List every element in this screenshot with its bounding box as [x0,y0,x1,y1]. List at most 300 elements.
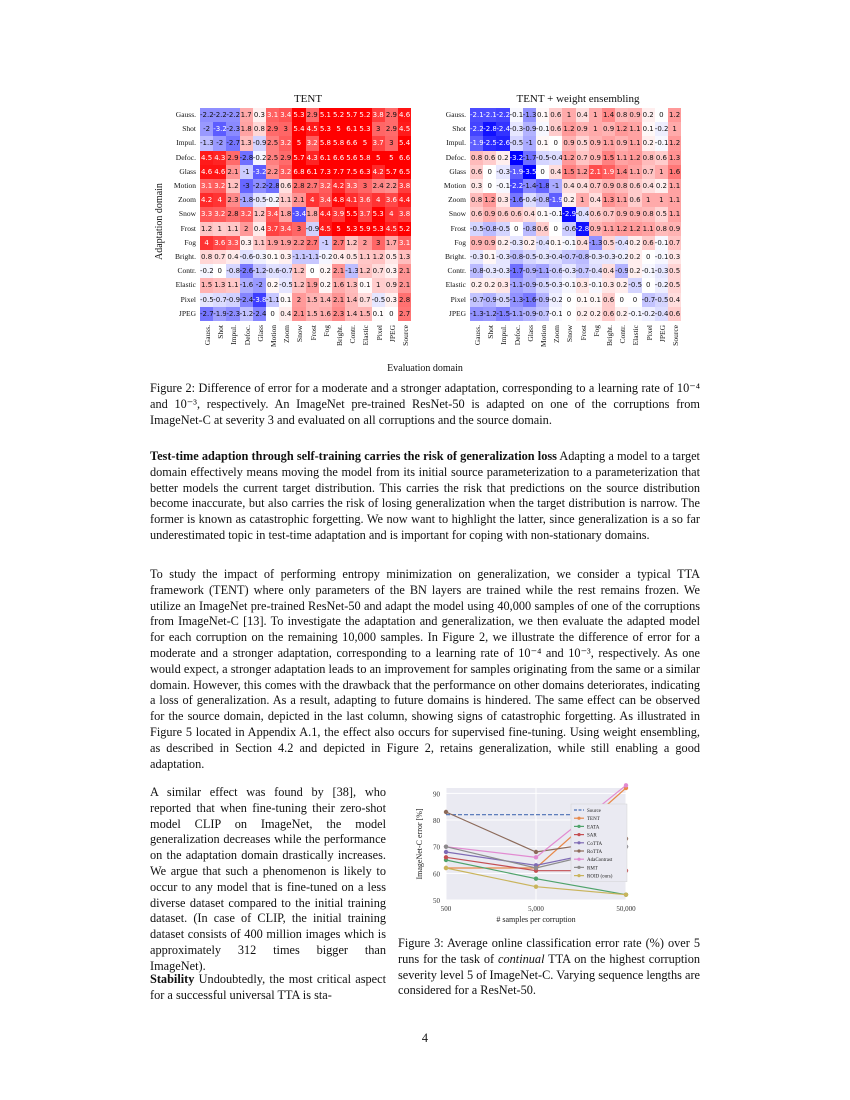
heatmap-cell: 4.6 [398,108,411,122]
column-label: Elastic [631,325,641,346]
heatmap-cell: 1.2 [615,122,628,136]
heatmap-cell: 0.4 [523,207,536,221]
heatmap-left-title: TENT [293,93,323,105]
heatmap-cell: 1.3 [240,136,253,150]
heatmap-cell: 0.5 [576,136,589,150]
heatmap-cell: 2.8 [226,207,239,221]
heatmap-cell: 3.2 [306,136,319,150]
heatmap-cell: 0.2 [496,236,509,250]
heatmap-cell: -2.1 [470,108,483,122]
heatmap-cell: 1 [213,222,226,236]
heatmap-cell: 0 [483,179,496,193]
heatmap-cell: 6.1 [319,151,332,165]
heatmap-cell: 0 [642,278,655,292]
heatmap-cell: 0.6 [536,222,549,236]
legend-marker [577,833,580,836]
heatmap-cell: 1.1 [628,122,641,136]
column-label: Impul. [229,325,239,345]
heatmap-cell: 1.6 [332,278,345,292]
heatmap-cell: 5.3 [372,222,385,236]
heatmap-cell: 0.5 [385,250,398,264]
series-point [624,892,628,896]
page-number: 4 [421,1031,429,1045]
heatmap-cell: 1.5 [562,165,575,179]
heatmap-cell: 0.6 [549,108,562,122]
series-point [534,876,538,880]
legend-entry: TENT [587,817,600,823]
heatmap-cell: -1.3 [200,136,213,150]
heatmap-cell: 3.7 [372,136,385,150]
heatmap-cell: 1.3 [213,278,226,292]
series-point [444,810,448,814]
heatmap-cell: 1 [655,193,668,207]
heatmap-cell: 1.2 [292,264,305,278]
column-label: Bright. [605,325,614,347]
heatmap-cell: 4.5 [319,222,332,236]
paragraph-heading: Test-time adaption through self-training carries the risk of generalization loss [150,449,557,463]
heatmap-cell: 0.2 [470,278,483,292]
heatmap-cell: 0.8 [615,179,628,193]
heatmap-cell: -0.3 [496,264,509,278]
heatmap-cell: 3.4 [266,207,279,221]
heatmap-cell: 1.2 [345,236,358,250]
heatmap-cell: -2.8 [483,122,496,136]
heatmap-cell: -0.3 [496,165,509,179]
row-label: Snow [448,209,466,219]
heatmap-cell: 3.8 [398,207,411,221]
heatmap-cell: 5.4 [398,136,411,150]
heatmap-cell: -0.3 [483,264,496,278]
heatmap-cell: 3.2 [213,207,226,221]
heatmap-cell: 3.2 [279,136,292,150]
column-label: Contr. [618,325,628,344]
legend-marker [577,825,580,828]
row-label: Defoc. [445,152,466,162]
heatmap-cell: 0 [562,293,575,307]
heatmap-cell: 1.3 [602,193,615,207]
heatmap-cell: -0.5 [628,278,641,292]
heatmap-cell: -0.1 [655,136,668,150]
heatmap-cell: -1.4 [523,179,536,193]
heatmap-cell: 2.1 [398,264,411,278]
heatmap-cell: 1.7 [240,108,253,122]
heatmap-cell: 4 [385,207,398,221]
row-label: Frost [450,223,466,233]
series-point [534,850,538,854]
heatmap-cell: -0.4 [576,207,589,221]
heatmap-cell: 5 [385,151,398,165]
heatmap-cell: -0.1 [536,122,549,136]
heatmap-cell: 0 [655,108,668,122]
heatmap-cell: 0.5 [345,250,358,264]
heatmap-cell: 0.7 [589,179,602,193]
column-label: Snow [565,325,575,343]
heatmap-cell: -0.7 [642,293,655,307]
heatmap-cell: 0.4 [549,165,562,179]
heatmap-cell: -3.4 [292,207,305,221]
heatmap-cell: 0.9 [470,236,483,250]
heatmap-cell: 0 [213,264,226,278]
heatmap-cell: -0.8 [470,264,483,278]
heatmap-cell: -2.4 [253,307,266,321]
heatmap-cell: 0.9 [562,136,575,150]
heatmap-cell: -1.1 [266,293,279,307]
heatmap-cell: 0 [628,293,641,307]
heatmap-cell: 1.9 [602,165,615,179]
heatmap-cell: 1.1 [615,193,628,207]
heatmap-cell: 1.2 [253,207,266,221]
heatmap-cell: -0.5 [279,278,292,292]
series-point [444,855,448,859]
heatmap-cell: 4.4 [319,207,332,221]
heatmap-cell: 4.6 [213,165,226,179]
heatmap-cell: 3.7 [358,207,371,221]
heatmap-cell: 3 [292,222,305,236]
heatmap-cell: 7.5 [345,165,358,179]
heatmap-cell: 0.3 [279,250,292,264]
heatmap-cell: 1.1 [358,250,371,264]
legend-marker [577,858,580,861]
heatmap-cell: 0.5 [668,278,681,292]
heatmap-cell: 4 [213,193,226,207]
heatmap-cell: 0.9 [589,222,602,236]
heatmap-cell: -0.8 [523,222,536,236]
heatmap-cell: -0.1 [496,179,509,193]
heatmap-cell: 0.1 [536,136,549,150]
heatmap-cell: -0.2 [642,307,655,321]
heatmap-cell: 0.2 [523,236,536,250]
heatmap-cell: 3.9 [332,207,345,221]
heatmap-cell: 0.6 [279,179,292,193]
heatmap-cell: 1.2 [358,264,371,278]
heatmap-cell: 0.1 [372,307,385,321]
heatmap-cell: 0.6 [668,307,681,321]
heatmap-cell: 0.4 [226,250,239,264]
heatmap-cell: 1.2 [668,136,681,150]
heatmap-cell: 1.6 [668,165,681,179]
heatmap-cell: 2 [292,293,305,307]
heatmap-cell: 3.4 [279,108,292,122]
heatmap-cell: 1.5 [200,278,213,292]
heatmap-cell: 5 [332,222,345,236]
row-label: Motion [443,181,466,190]
heatmap-cell: 4 [306,193,319,207]
column-label: Glass [255,325,265,342]
heatmap-cell: 1.9 [306,278,319,292]
heatmap-cell: -3.5 [523,165,536,179]
heatmap-cell: -2.2 [510,179,523,193]
heatmap-cell: 4.6 [200,165,213,179]
paragraph-generalization-loss [150,449,700,544]
column-label: Gauss. [473,325,482,346]
row-label: JPEG [178,308,196,318]
heatmap-cell: 5.3 [292,108,305,122]
row-label: Glass [179,166,196,176]
row-label: Elastic [175,280,196,290]
legend-entry: CoTTA [587,841,603,847]
heatmap-cell: 1.2 [628,222,641,236]
heatmap-cell: 1.2 [226,179,239,193]
heatmap-cell: 3.6 [213,236,226,250]
heatmap-cell: -1.1 [510,307,523,321]
heatmap-cell: 6.6 [398,151,411,165]
heatmap-cell: 5.7 [385,165,398,179]
row-label: Zoom [448,195,466,205]
heatmap-cell: 1.8 [279,207,292,221]
heatmap-cell: -0.5 [470,222,483,236]
heatmap-cell: -1.7 [510,264,523,278]
heatmap-cell: -0.4 [549,250,562,264]
heatmap-cell: 1.2 [562,151,575,165]
heatmap-cell: 0.1 [642,122,655,136]
heatmap-cell: -0.5 [496,293,509,307]
heatmap-cell: 0 [642,250,655,264]
x-tick-label: 500 [440,905,452,913]
heatmap-cell: 0.2 [655,179,668,193]
heatmap-cell: 0.6 [549,122,562,136]
heatmap-cell: -0.5 [536,278,549,292]
heatmap-cell: 1.4 [602,108,615,122]
heatmap-cell: 0.2 [589,307,602,321]
heatmap-cell: -2.2 [226,108,239,122]
heatmap-cell: 1.2 [483,193,496,207]
column-label: JPEG [657,325,667,343]
y-tick-label: 70 [433,843,440,852]
heatmap-cell: -2.8 [576,222,589,236]
heatmap-cell: 0.7 [358,293,371,307]
heatmap-cell: -0.2 [253,151,266,165]
legend-entry: SAR [587,833,597,839]
series-point [444,850,448,854]
heatmap-cell: 1.6 [319,307,332,321]
heatmap-cell: -2.2 [213,108,226,122]
heatmap-cell: -3.2 [213,122,226,136]
heatmap-cell: -2.5 [483,136,496,150]
heatmap-cell: 1.9 [279,236,292,250]
heatmap-cell: 6.5 [398,165,411,179]
heatmap-xlabel: Evaluation domain [387,363,463,374]
heatmap-cell: 1.9 [266,236,279,250]
heatmap-cell: 5 [332,122,345,136]
heatmap-cell: 1.2 [668,108,681,122]
heatmap-cell: -2.6 [496,136,509,150]
heatmap-cell: -0.8 [536,193,549,207]
heatmap-cell: -1 [549,179,562,193]
heatmap-cell: 0.1 [358,278,371,292]
heatmap-cell: 3.6 [385,193,398,207]
heatmap-cell: -0.3 [655,264,668,278]
column-label: Defoc. [242,325,252,346]
heatmap-cell: -3.8 [253,293,266,307]
heatmap-cell: 0.3 [602,278,615,292]
heatmap-cell: 0.8 [615,108,628,122]
heatmap-cell: 0.2 [576,307,589,321]
heatmap-cell: 0.9 [589,136,602,150]
heatmap-cell: 5.3 [345,222,358,236]
heatmap-cell: -2 [200,122,213,136]
heatmap-cell: -0.1 [589,278,602,292]
column-label: Gauss. [203,325,212,346]
heatmap-cell: -0.3 [562,264,575,278]
heatmap-cell: -0.7 [279,264,292,278]
heatmap-cell: -1.2 [253,264,266,278]
heatmap-cell: 0.6 [655,151,668,165]
column-label: Shot [216,325,226,339]
heatmap-cell: -0.9 [523,122,536,136]
heatmap-cell: -0.2 [319,250,332,264]
x-tick-label: 50,000 [616,905,636,913]
heatmap-cell: 0 [562,307,575,321]
heatmap-cell: 0.6 [602,307,615,321]
column-label: Elastic [361,325,371,346]
heatmap-cell: -3 [240,179,253,193]
heatmap-cell: 2.9 [279,151,292,165]
caption-part-b: TTA on the highest corruption severity level 5 of ImageNet-C. Varying sequence lengths are considered for a ResNet-50. [398,951,700,998]
heatmap-cell: 0.7 [372,264,385,278]
paragraph-clip-effect: A similar effect was found by [38], who reported that when fine-tuning their zero-shot model CLIP on ImageNet, the model generalization decreases while the performance on the adaptation domain drastically increases. We argue that such a phenomenon is likely to occur to any model that is fine-tuned on a less diverse dataset compared to the initial training dataset. (In case of CLIP, the initial training dataset consists of 400 million images which is approximately 312 times bigger than ImageNet). [150,785,386,973]
row-label: Fog [184,237,196,247]
row-label: Bright. [444,252,466,261]
heatmap-cell: 2.7 [332,236,345,250]
column-label: Zoom [282,325,292,343]
heatmap-ylabel: Adaptation domain [154,183,165,260]
heatmap-cell: 3.1 [200,179,213,193]
heatmap-cell: 0.2 [642,136,655,150]
heatmap-cell: 5.1 [319,108,332,122]
heatmap-cell: -2.4 [240,293,253,307]
heatmap-cell: 0 [385,307,398,321]
heatmap-cell: 0.9 [615,207,628,221]
heatmap-cell: 0.9 [602,179,615,193]
heatmap-cell: 3 [372,236,385,250]
heatmap-cell: 3.8 [372,108,385,122]
heatmap-cell: -2 [213,136,226,150]
heatmap-cell: -1.9 [549,193,562,207]
heatmap-cell: 2.9 [385,108,398,122]
heatmap-cell: -2.3 [226,122,239,136]
y-tick-label: 50 [433,897,440,905]
heatmap-cell: 1.1 [642,222,655,236]
heatmap-cell: 4.5 [200,151,213,165]
heatmap-cell: 1 [576,193,589,207]
heatmap-cell: 0.7 [213,250,226,264]
heatmap-cell: 0.1 [536,108,549,122]
heatmap-cell: 5.2 [398,222,411,236]
heatmap-cell: 1.1 [226,222,239,236]
heatmap-cell: 0.9 [668,222,681,236]
heatmap-cell: 1.1 [628,165,641,179]
paragraph-stability [150,972,386,1004]
heatmap-cell: 0 [266,307,279,321]
heatmap-cell: 1 [589,122,602,136]
heatmap-cell: 0.7 [668,236,681,250]
heatmap-cell: 0.3 [253,108,266,122]
heatmap-cell: 2.1 [589,165,602,179]
column-label: Zoom [552,325,562,343]
heatmap-cell: 0.3 [496,193,509,207]
heatmap-cell: -0.7 [470,293,483,307]
heatmap-cell: 0.3 [668,250,681,264]
figure-2-caption: Figure 2: Difference of error for a moderate and a stronger adaptation, corresponding to a learning rate of 10⁻⁴ and 10⁻³, respectively. An ImageNet pre-trained ResNet-50 is adapted on one of the corruptions from ImageNet-C at severity 3 and evaluated on all corruptions and the source domain. [150,381,700,427]
heatmap-cell: 1.5 [306,307,319,321]
heatmap-cell: 1.1 [279,193,292,207]
heatmap-cell: -1.3 [470,307,483,321]
heatmap-cell: 1 [655,165,668,179]
heatmap-cell: 0 [615,293,628,307]
heatmap-cell: 2.7 [306,236,319,250]
heatmap-cell: 0.4 [668,293,681,307]
heatmap-cell: 5.3 [319,122,332,136]
heatmap-cell: 1.4 [345,293,358,307]
heatmap-cell: 0.9 [602,122,615,136]
heatmap-cell: 0.4 [642,179,655,193]
legend-marker [577,849,580,852]
heatmap-cell: 3 [372,122,385,136]
heatmap-cell: 0.5 [668,264,681,278]
heatmap-cell: 0.4 [253,222,266,236]
heatmap-cell: -1.3 [523,108,536,122]
heatmap-cell: -1.1 [306,250,319,264]
heatmap-cell: 2.1 [398,278,411,292]
heatmap-cell: -2.4 [496,122,509,136]
row-label: Shot [452,124,466,134]
legend-entry: RMT [587,866,598,872]
heatmap-cell: 0.3 [496,278,509,292]
heatmap-cell: -0.4 [615,236,628,250]
heatmap-cell: -0.9 [523,307,536,321]
column-label: Fog [321,325,331,337]
heatmap-cell: 0.1 [483,250,496,264]
heatmap-cell: 1.4 [615,165,628,179]
heatmap-cell: 0.9 [589,151,602,165]
heatmap-cell: -0.4 [523,193,536,207]
heatmap-cell: 1.1 [628,136,641,150]
heatmap-cell: 3.2 [279,165,292,179]
heatmap-cell: 2.3 [226,193,239,207]
heatmap-cell: 0.7 [602,207,615,221]
heatmap-cell: 3.3 [345,179,358,193]
heatmap-cell: -0.3 [510,236,523,250]
heatmap-cell: 0.1 [266,250,279,264]
heatmap-cell: 5 [358,136,371,150]
heatmap-cell: 1.1 [668,207,681,221]
heatmap-cell: 2.2 [385,179,398,193]
heatmap-cell: 2.1 [226,165,239,179]
column-label: Impul. [499,325,509,345]
heatmap-cell: -1.6 [240,278,253,292]
heatmap-cell: 6.6 [332,151,345,165]
heatmap-cell: 0.2 [266,278,279,292]
heatmap-cell: 2.9 [385,122,398,136]
heatmap-cell: -0.9 [253,136,266,150]
heatmap-cell: 0.7 [576,151,589,165]
heatmap-cell: 4.5 [398,122,411,136]
heatmap-cell: 2.5 [266,136,279,150]
column-label: Frost [578,325,588,341]
heatmap-cell: 1.4 [345,307,358,321]
heatmap-cell: 6.1 [306,165,319,179]
legend-entry: AdaContrast [587,858,613,864]
heatmap-cell: -0.2 [549,293,562,307]
heatmap-cell: 1.1 [668,193,681,207]
column-label: Glass [525,325,535,342]
heatmap-cell: 0.1 [279,293,292,307]
heatmap-cell: -0.5 [655,293,668,307]
heatmap-cell: -2.6 [240,264,253,278]
heatmap-cell: -0.2 [655,122,668,136]
heatmap-cell: -2.9 [562,207,575,221]
heatmap-cell: 0.3 [576,278,589,292]
